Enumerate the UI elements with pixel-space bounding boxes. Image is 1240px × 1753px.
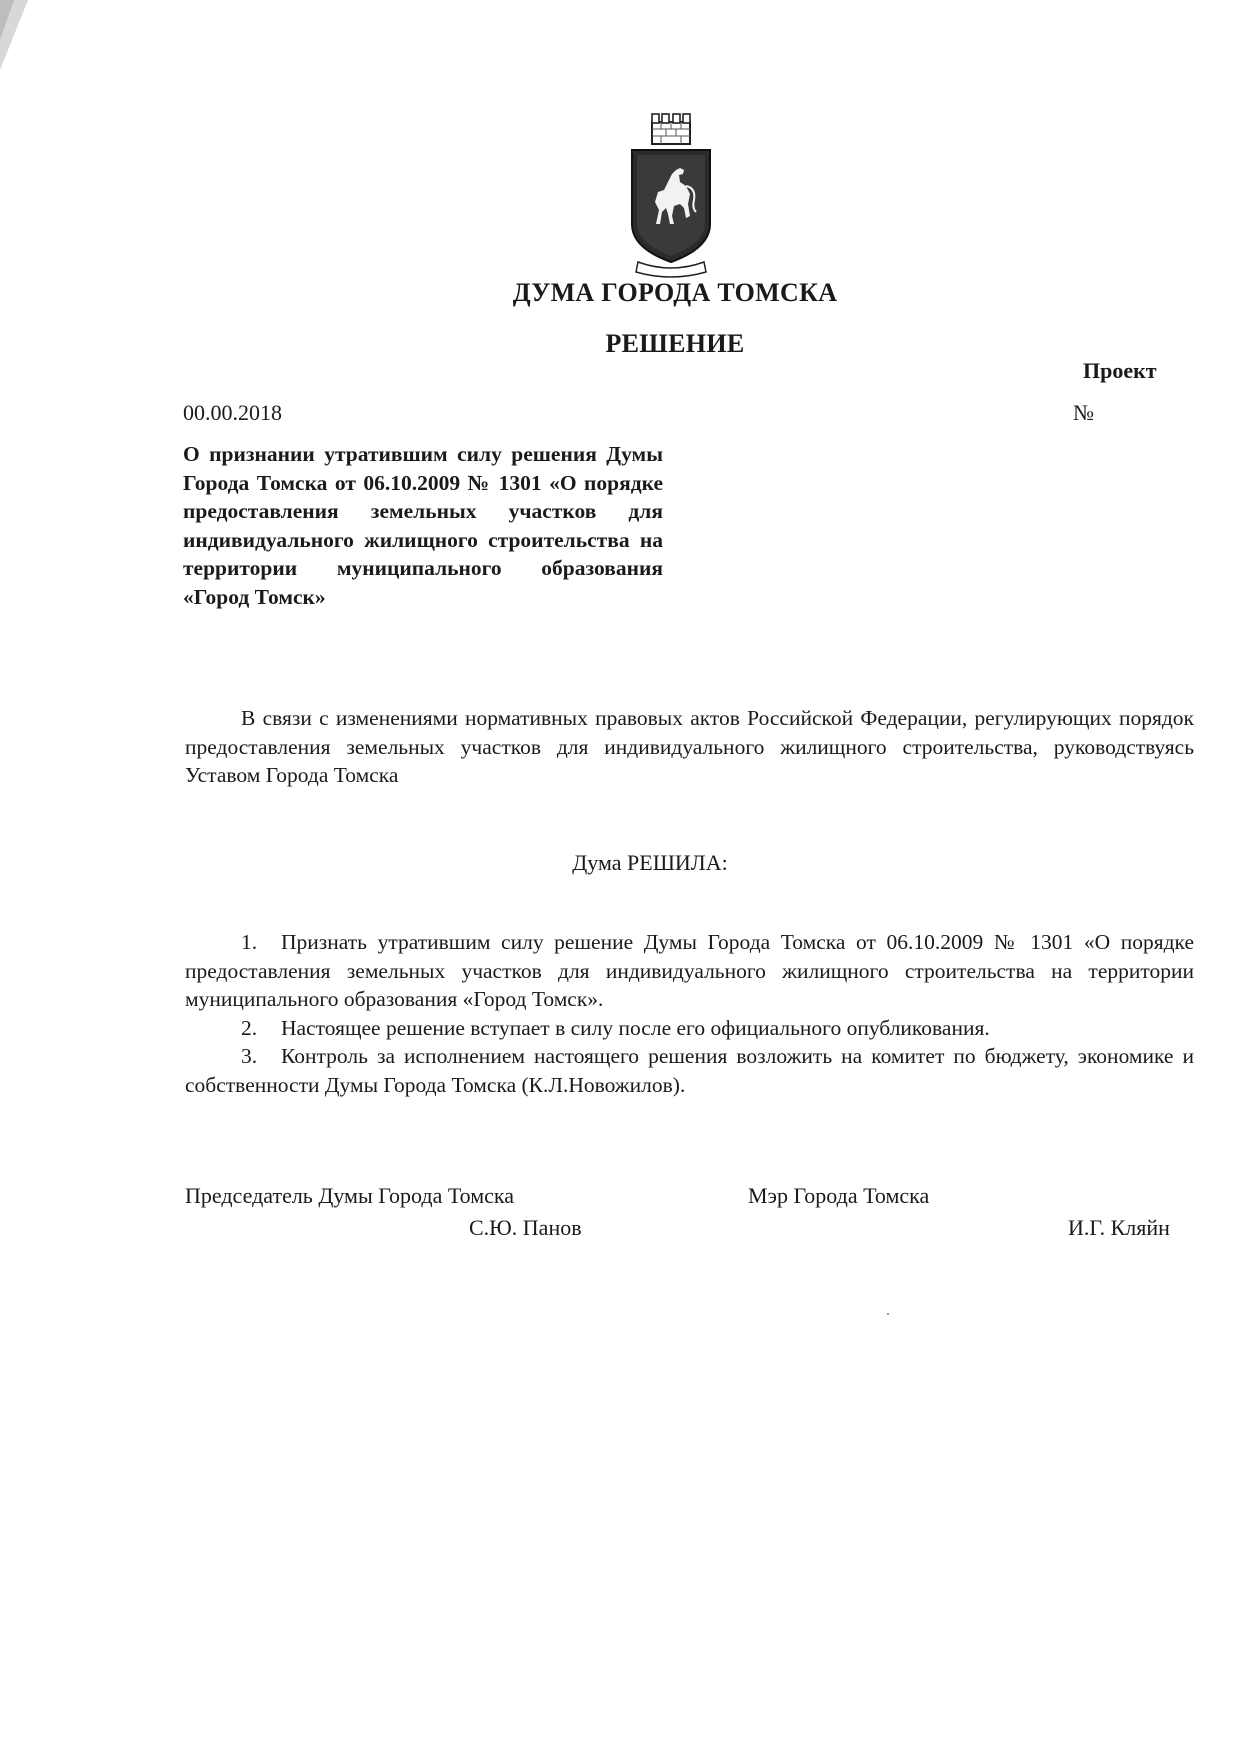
scan-speck	[887, 1313, 889, 1315]
scan-corner-shadow	[0, 0, 14, 40]
decided-heading: Дума РЕШИЛА:	[572, 850, 728, 875]
item-number: 2.	[241, 1015, 258, 1040]
document-number-label: №	[1073, 400, 1094, 425]
decision-items	[185, 928, 1194, 1099]
list-item	[185, 1014, 1194, 1043]
item-text: Признать утратившим силу решение Думы Города Томска от 06.10.2009 № 1301 «О порядке предоставления земельных участков для индивидуального жилищного строительства на территории муниципального образования «Город Томск».	[185, 930, 1194, 1011]
list-item	[185, 1042, 1194, 1099]
chairman-title: Председатель Думы Города Томска	[185, 1183, 515, 1208]
document-type-title: РЕШЕНИЕ	[605, 329, 745, 358]
item-number: 3.	[241, 1044, 258, 1068]
item-text: Настоящее решение вступает в силу после его официального опубликования.	[281, 1015, 990, 1040]
project-label: Проект	[1083, 358, 1157, 383]
mayor-title: Мэр Города Томска	[748, 1183, 930, 1208]
intro-paragraph: В связи с изменениями нормативных правовых актов Российской Федерации, регулирующих порядок предоставления земельных участков для индивидуального жилищного строительства, руководствуясь Уставом Города Томска	[185, 706, 1194, 787]
motto-ribbon	[636, 262, 706, 277]
list-item	[185, 928, 1194, 1014]
chairman-name: С.Ю. Панов	[469, 1215, 582, 1240]
organization-title: ДУМА ГОРОДА ТОМСКА	[512, 278, 838, 307]
tomsk-coat-of-arms-icon	[628, 112, 714, 280]
mayor-name: И.Г. Кляйн	[1068, 1215, 1170, 1240]
crown-icon	[652, 114, 690, 144]
item-number: 1.	[241, 930, 258, 954]
document-date: 00.00.2018	[183, 400, 282, 425]
item-text: Контроль за исполнением настоящего решения возложить на комитет по бюджету, экономике и собственности Думы Города Томска (К.Л.Новожилов).	[185, 1044, 1194, 1097]
decision-title: О признании утратившим силу решения Думы Города Томска от 06.10.2009 № 1301 «О порядке предоставления земельных участков для индивидуального жилищного строительства на территории муниципального образования «Город Томск»	[183, 442, 663, 609]
